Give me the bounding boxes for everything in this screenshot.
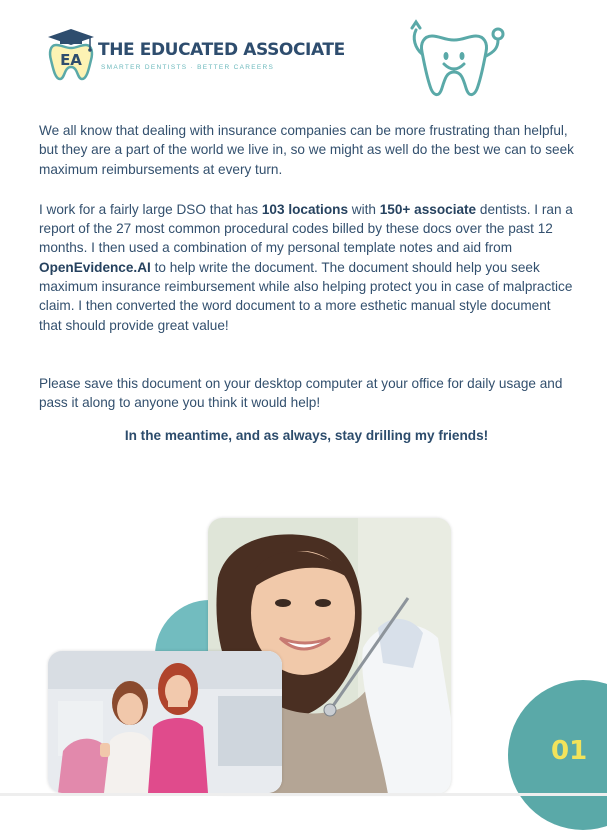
- logo-tagline: SMARTER DENTISTS · BETTER CAREERS: [101, 64, 275, 71]
- locations-highlight: 103 locations: [261, 201, 349, 217]
- logo-initials: EA: [60, 51, 82, 69]
- logo: [46, 27, 345, 82]
- smiling-tooth-mascot-icon: [410, 18, 505, 104]
- page-number: 01: [551, 736, 588, 766]
- body-text: [39, 121, 574, 445]
- dentist-and-patient-photo: [48, 651, 282, 793]
- paragraph-save: Please save this document on your desktop computer at your office for daily usage and pass it along to anyone you think it would help!: [39, 375, 563, 411]
- closing-line: In the meantime, and as always, stay drilling my friends!: [124, 427, 489, 443]
- associates-highlight: 150+ associate: [379, 201, 477, 217]
- logo-title: THE EDUCATED ASSOCIATE: [98, 40, 345, 60]
- paragraph-about: I work for a fairly large DSO that has 103 locations with 150+ associate dentists. I ran a report of the 27 most common procedural codes billed by these docs over the past 12 months. I then used a combination of my personal template notes and aid from OpenEvidence.AI to help write the document. The document should help you seek maximum insurance reimbursement while also helping protect you in case of malpractice claim. I then converted the word document to a more esthetic manual style document that should provide great value!: [39, 201, 573, 333]
- paragraph-intro: We all know that dealing with insurance companies can be more frustrating than helpful, but they are a part of the world we live in, so we might as well do the best we can to seek maximum reimbursements at every turn.: [39, 123, 574, 177]
- tooth-graduation-cap-logo-icon: [46, 27, 96, 82]
- openevidence-highlight: OpenEvidence.AI: [39, 259, 151, 275]
